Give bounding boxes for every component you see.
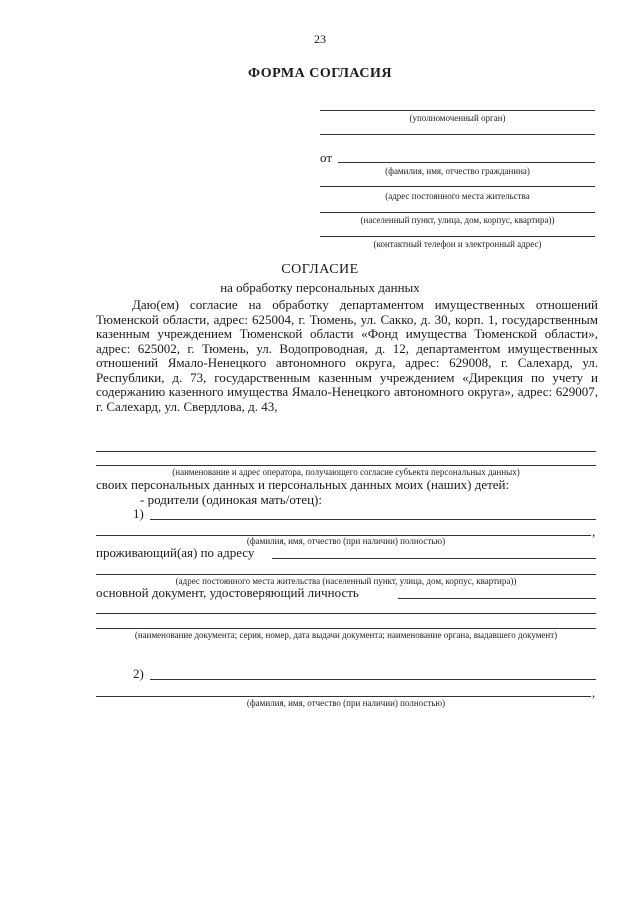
document-line-3 xyxy=(96,628,596,629)
parent2-name-line-2 xyxy=(96,696,591,697)
authority-line xyxy=(320,110,595,111)
residing-label: проживающий(ая) по адресу xyxy=(96,545,255,560)
document-label: основной документ, удостоверяющий личность xyxy=(96,585,359,600)
residing-line-2 xyxy=(96,574,596,575)
parent2-fullname-caption: (фамилия, имя, отчество (при наличии) полностью) xyxy=(246,698,446,708)
parents-label: - родители (одинокая мать/отец): xyxy=(140,492,322,507)
residing-line xyxy=(272,558,596,559)
parent1-fullname-caption: (фамилия, имя, отчество (при наличии) полностью) xyxy=(246,536,446,546)
contact-caption: (контактный телефон и электронный адрес) xyxy=(373,239,542,249)
document-line-1 xyxy=(398,598,596,599)
contact-line xyxy=(320,236,595,237)
address-detail-caption: (населенный пункт, улица, дом, корпус, квартира)) xyxy=(360,215,555,225)
page-number: 23 xyxy=(314,32,326,46)
parent1-name-line-1 xyxy=(150,519,596,520)
fullname-caption: (фамилия, имя, отчество гражданина) xyxy=(385,166,530,176)
operator-caption: (наименование и адрес оператора, получающего согласие субъекта персональных данных) xyxy=(172,467,520,477)
authority-line-2 xyxy=(320,134,595,135)
address-caption: (адрес постоянного места жительства xyxy=(385,191,530,201)
operator-line-1 xyxy=(96,451,596,452)
fullname-line xyxy=(338,162,595,163)
parent1-address-caption: (адрес постоянного места жительства (населенный пункт, улица, дом, корпус, квартира)) xyxy=(175,576,517,586)
document-caption: (наименование документа; серия, номер, дата выдачи документа; наименование органа, выдавшего документ) xyxy=(134,630,558,640)
parent2-number: 2) xyxy=(133,666,144,681)
parent2-comma: , xyxy=(592,685,596,700)
consent-body: Даю(ем) согласие на обработку департаментом имущественных отношений Тюменской области, адрес: 625004, г. Тюмень, ул. Сакко, д. 30, корп. 1, государственным казенным учреждением Тюменской области «Фонд имущества Тюменской области», адрес: 625002, г. Тюмень, ул. Водопроводная, д. 12, департаментом имущественных отношений Ямало-Ненецкого автономного округа, адрес: 629008, г. Салехард, ул. Республики, д. 73, государственным казенным учреждением «Дирекция по учету и содержанию казенного имущества Ямало-Ненецкого автономного округа», адрес: 629007, г. Салехард, ул. Свердлова, д. 43, xyxy=(96,297,598,414)
parent2-name-line-1 xyxy=(150,679,596,680)
consent-subtitle: на обработку персональных данных xyxy=(220,280,420,295)
parent1-number: 1) xyxy=(133,506,144,521)
consent-title: СОГЛАСИЕ xyxy=(281,262,359,277)
authority-caption: (уполномоченный орган) xyxy=(409,113,506,123)
own-data-text: своих персональных данных и персональных данных моих (наших) детей: xyxy=(96,477,510,492)
fullname-line-2 xyxy=(320,186,595,187)
parent1-comma: , xyxy=(592,524,596,539)
from-label: от xyxy=(320,150,333,165)
address-line xyxy=(320,212,595,213)
form-title: ФОРМА СОГЛАСИЯ xyxy=(248,66,392,81)
document-line-2 xyxy=(96,613,596,614)
operator-line-2 xyxy=(96,465,596,466)
